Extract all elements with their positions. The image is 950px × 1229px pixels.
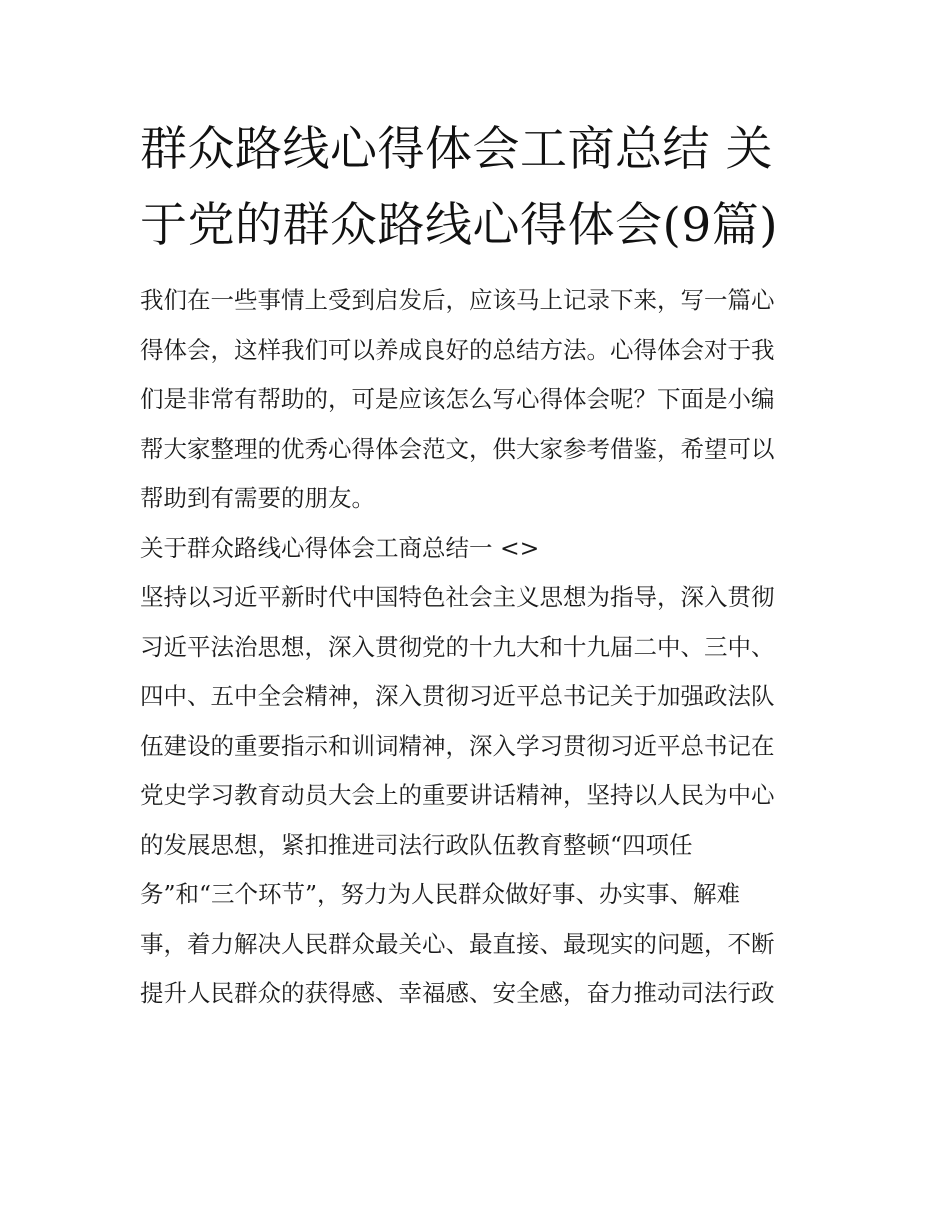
section-line: 提升人民群众的获得感、幸福感、安全感，奋力推动司法行政 [140,979,775,1007]
section-line: 的发展思想，紧扣推进司法行政队伍教育整顿“四项任 [140,830,693,859]
section-line: 事，着力解决人民群众最关心、最直接、最现实的问题，不断 [140,929,775,958]
section-paragraph [140,573,812,1019]
intro-line: 我们在一些事情上受到启发后，应该马上记录下来，写一篇心 [140,286,775,314]
section-line: 坚持以习近平新时代中国特色社会主义思想为指导，深入贯彻 [140,583,775,611]
section-line: 务”和“三个环节”，努力为人民群众做好事、办实事、解难 [140,880,741,908]
section-line: 习近平法治思想，深入贯彻党的十九大和十九届二中、三中、 [140,632,775,661]
intro-paragraph [140,276,812,524]
intro-line: 帮大家整理的优秀心得体会范文，供大家参考借鉴，希望可以 [140,434,775,463]
section-line: 党史学习教育动员大会上的重要讲话精神，坚持以人民为中心 [140,781,775,809]
document-content [140,112,812,1019]
document-title: 群众路线心得体会工商总结 关于党的群众路线心得体会(9篇) [140,122,779,253]
intro-line: 们是非常有帮助的，可是应该怎么写心得体会呢？下面是小编 [140,385,775,413]
intro-line: 得体会，这样我们可以养成良好的总结方法。心得体会对于我 [140,335,775,364]
intro-line: 帮助到有需要的朋友。 [140,484,375,512]
section-line: 四中、五中全会精神，深入贯彻习近平总书记关于加强政法队 [140,682,775,710]
section-line: 伍建设的重要指示和训词精神，深入学习贯彻习近平总书记在 [140,731,775,760]
section-heading: 关于群众路线心得体会工商总结一 <> [140,533,540,562]
